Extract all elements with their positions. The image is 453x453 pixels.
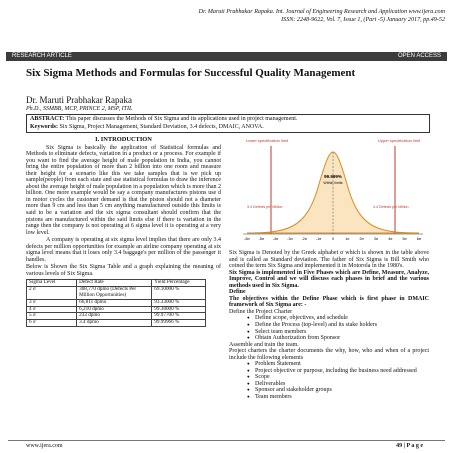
upper-spec-limit-label: Upper specification limit	[377, 138, 421, 143]
keywords-text: Six Sigma, Project Management, Standard Deviation, 3.4 defects, DMAIC, ANOVA.	[58, 123, 264, 130]
intro-paragraph-1: Six Sigma is basically the application of Statistical formulas and Methods to eliminate defects, variation in a product or a process. For example if you want to find the average height of male population in India, you cannot bring the entire population of more than 2 billion into one room and measure their height for a scenario like this we take samples that is we pick up sample(people) from each state and use statistical formulas to draw the inference about the average height of male population in a population which is more than 2 billion. One more example would be say a company manufactures pistons use d in motor cycles the customer demand is that the piston should not a diameter more than 9 cm and less than 5 cm anything manufactured outside this limits is said to be a variation and the six sigma consultant should confirm that the pistons are manufactured within the said limits else if there is variation in the range then the company is not operating at 6 sigma level it is operating at a very low level.	[26, 144, 221, 236]
table-row	[27, 320, 206, 327]
table-cell: 308,770 dpmo (Defects Per Million Opportunities)	[77, 287, 152, 300]
axis-tick-label: -6σ	[244, 237, 250, 241]
axis-tick-label: -4σ	[272, 237, 279, 241]
right-column	[229, 250, 429, 401]
list-item: ● Project objective or purpose, including the business need addressed	[247, 368, 429, 375]
table-cell: 66,811 dpmo	[77, 299, 152, 306]
table-cell: 3.4 dpmo	[77, 320, 152, 327]
six-sigma-bell-curve-figure	[233, 136, 433, 246]
abstract-text: This paper discusses the Methods of Six Sigma and its applications used in project management.	[64, 116, 298, 122]
axis-tick-label: -1σ	[315, 237, 322, 241]
keywords-line	[30, 124, 426, 132]
assemble-team-text: Assemble and train the team.	[229, 341, 299, 348]
left-tail-defects-label: 3.4 Defects per Million	[247, 205, 283, 209]
axis-tick-label: 0	[332, 237, 334, 241]
dmaic-phases-paragraph: Six Sigma is implemented in Five Phases which are Define, Measure, Analyze, Improve, Control and we will discuss each phases in brief and the various methods used in Six Sigma.	[229, 269, 429, 289]
abstract-box	[26, 114, 430, 133]
list-item: ● Select team members	[247, 329, 429, 336]
table-cell: 6 σ	[27, 320, 77, 327]
axis-tick-label: -2σ	[301, 237, 308, 241]
abstract-line	[30, 116, 426, 124]
list-item: ● Sponsor and stakeholder groups	[247, 387, 429, 394]
sigma-table-header: Sigma Level	[27, 280, 77, 287]
intro-paragraph-2: A company is operating at six sigma level implies that there are only 3.4 defects per million opportunities for example an airline company operating at six sigma level means that it loses only 3.4 baggage's per million of the passenger it handles.	[26, 237, 221, 263]
list-item: ● Define the Process (top-level) and its stake holders	[247, 322, 429, 329]
author-affiliation: Ph.D., SSMBB, MCP, PRINCE 2, MSP, ITIL	[26, 106, 133, 112]
axis-tick-label: 4σ	[388, 237, 393, 241]
table-cell: 5 σ	[27, 313, 77, 320]
define-heading: Define	[229, 289, 246, 296]
axis-tick-label: 1σ	[345, 237, 350, 241]
charter-elements-list	[247, 361, 429, 400]
sigma-table-header: Defect Rate	[77, 280, 152, 287]
right-tail-defects-label: 3.4 Defects per Million	[373, 205, 409, 209]
footer-journal-link[interactable]: www.ijera.com	[26, 443, 63, 449]
sigma-table	[26, 279, 206, 327]
axis-tick-label: 2σ	[359, 237, 364, 241]
left-column	[26, 137, 221, 327]
table-cell: 4 σ	[27, 306, 77, 313]
list-item: ● Define scope, objectives, and schedule	[247, 315, 429, 322]
within-limits-percentage: 99.999%	[324, 174, 342, 179]
list-item: ● Problem Statement	[247, 361, 429, 368]
footer-rule	[8, 440, 445, 441]
sigma-table-header: Yield Percentage	[152, 280, 206, 287]
header-citation: Dr. Maruti Prabhakar Rapaka. Int. Journal of Engineering Research and Application www.ijera.com	[198, 9, 445, 15]
intro-paragraph-3: Below is Shown the Six Sigma Table and a graph explaining the meaning of various levels of Six Sigma.	[26, 264, 221, 277]
lower-spec-limit-label: Lower specification limit	[245, 138, 289, 143]
intro-heading: I. INTRODUCTION	[95, 136, 152, 143]
table-cell: 69.10000 %	[152, 287, 206, 300]
table-cell: 93.33000 %	[152, 299, 206, 306]
running-header	[8, 8, 445, 24]
page-number: 49 | P a g e	[396, 443, 423, 449]
table-cell: 99.38000 %	[152, 306, 206, 313]
define-objectives-paragraph: The objectives within the Define Phase which is first phase in DMAIC framework of Six Sigma are: -	[229, 295, 429, 309]
table-cell: 233 dpmo	[77, 313, 152, 320]
charter-intro: Define the Project Charter	[229, 308, 293, 315]
axis-tick-label: 3σ	[373, 237, 379, 241]
project-charter-paragraph: Project charters the charter documents the why, how, who and when of a project include the following elements	[229, 348, 429, 361]
axis-tick-label: -5σ	[258, 237, 265, 241]
banner-access: OPEN ACCESS	[397, 53, 441, 59]
within-limits-sublabel: Within limits	[323, 181, 343, 185]
banner-article-type: RESEARCH ARTICLE	[12, 53, 72, 59]
keywords-label: Keywords:	[30, 123, 58, 130]
table-cell: 99.97700 %	[152, 313, 206, 320]
article-type-banner	[6, 52, 447, 61]
axis-tick-label: 5σ	[402, 237, 407, 241]
sigma-definition-paragraph: Six Sigma is Denoted by the Greek alphabet σ which is shown in the table above and is called as Standard deviation. The father of Six Sigma is Bill Smith who coined the term Six Sigma and implemented it in Motorola in the 1980's.	[229, 250, 429, 270]
table-row	[27, 287, 206, 300]
list-item: ● Obtain Authorization from Sponsor	[247, 335, 429, 342]
list-item: ● Team members	[247, 394, 429, 401]
table-cell: 99.99966 %	[152, 320, 206, 327]
paper-title: Six Sigma Methods and Formulas for Successful Quality Management	[26, 67, 356, 79]
header-issn: ISSN: 2248-9622, Vol. 7, Issue 1, (Part -5) January 2017, pp.49-52	[281, 17, 445, 23]
author-name: Dr. Maruti Prabhakar Rapaka	[26, 95, 132, 105]
list-item: ● Scope	[247, 374, 429, 381]
abstract-label: ABSTRACT:	[30, 116, 65, 122]
charter-objectives-list	[247, 315, 429, 341]
table-cell: 6,210 dpmo	[77, 306, 152, 313]
table-cell: 2 σ	[27, 287, 77, 300]
list-item: ● Deliverables	[247, 381, 429, 388]
axis-tick-label: 6σ	[416, 237, 422, 241]
table-cell: 3 σ	[27, 299, 77, 306]
axis-tick-label: -3σ	[287, 237, 293, 241]
